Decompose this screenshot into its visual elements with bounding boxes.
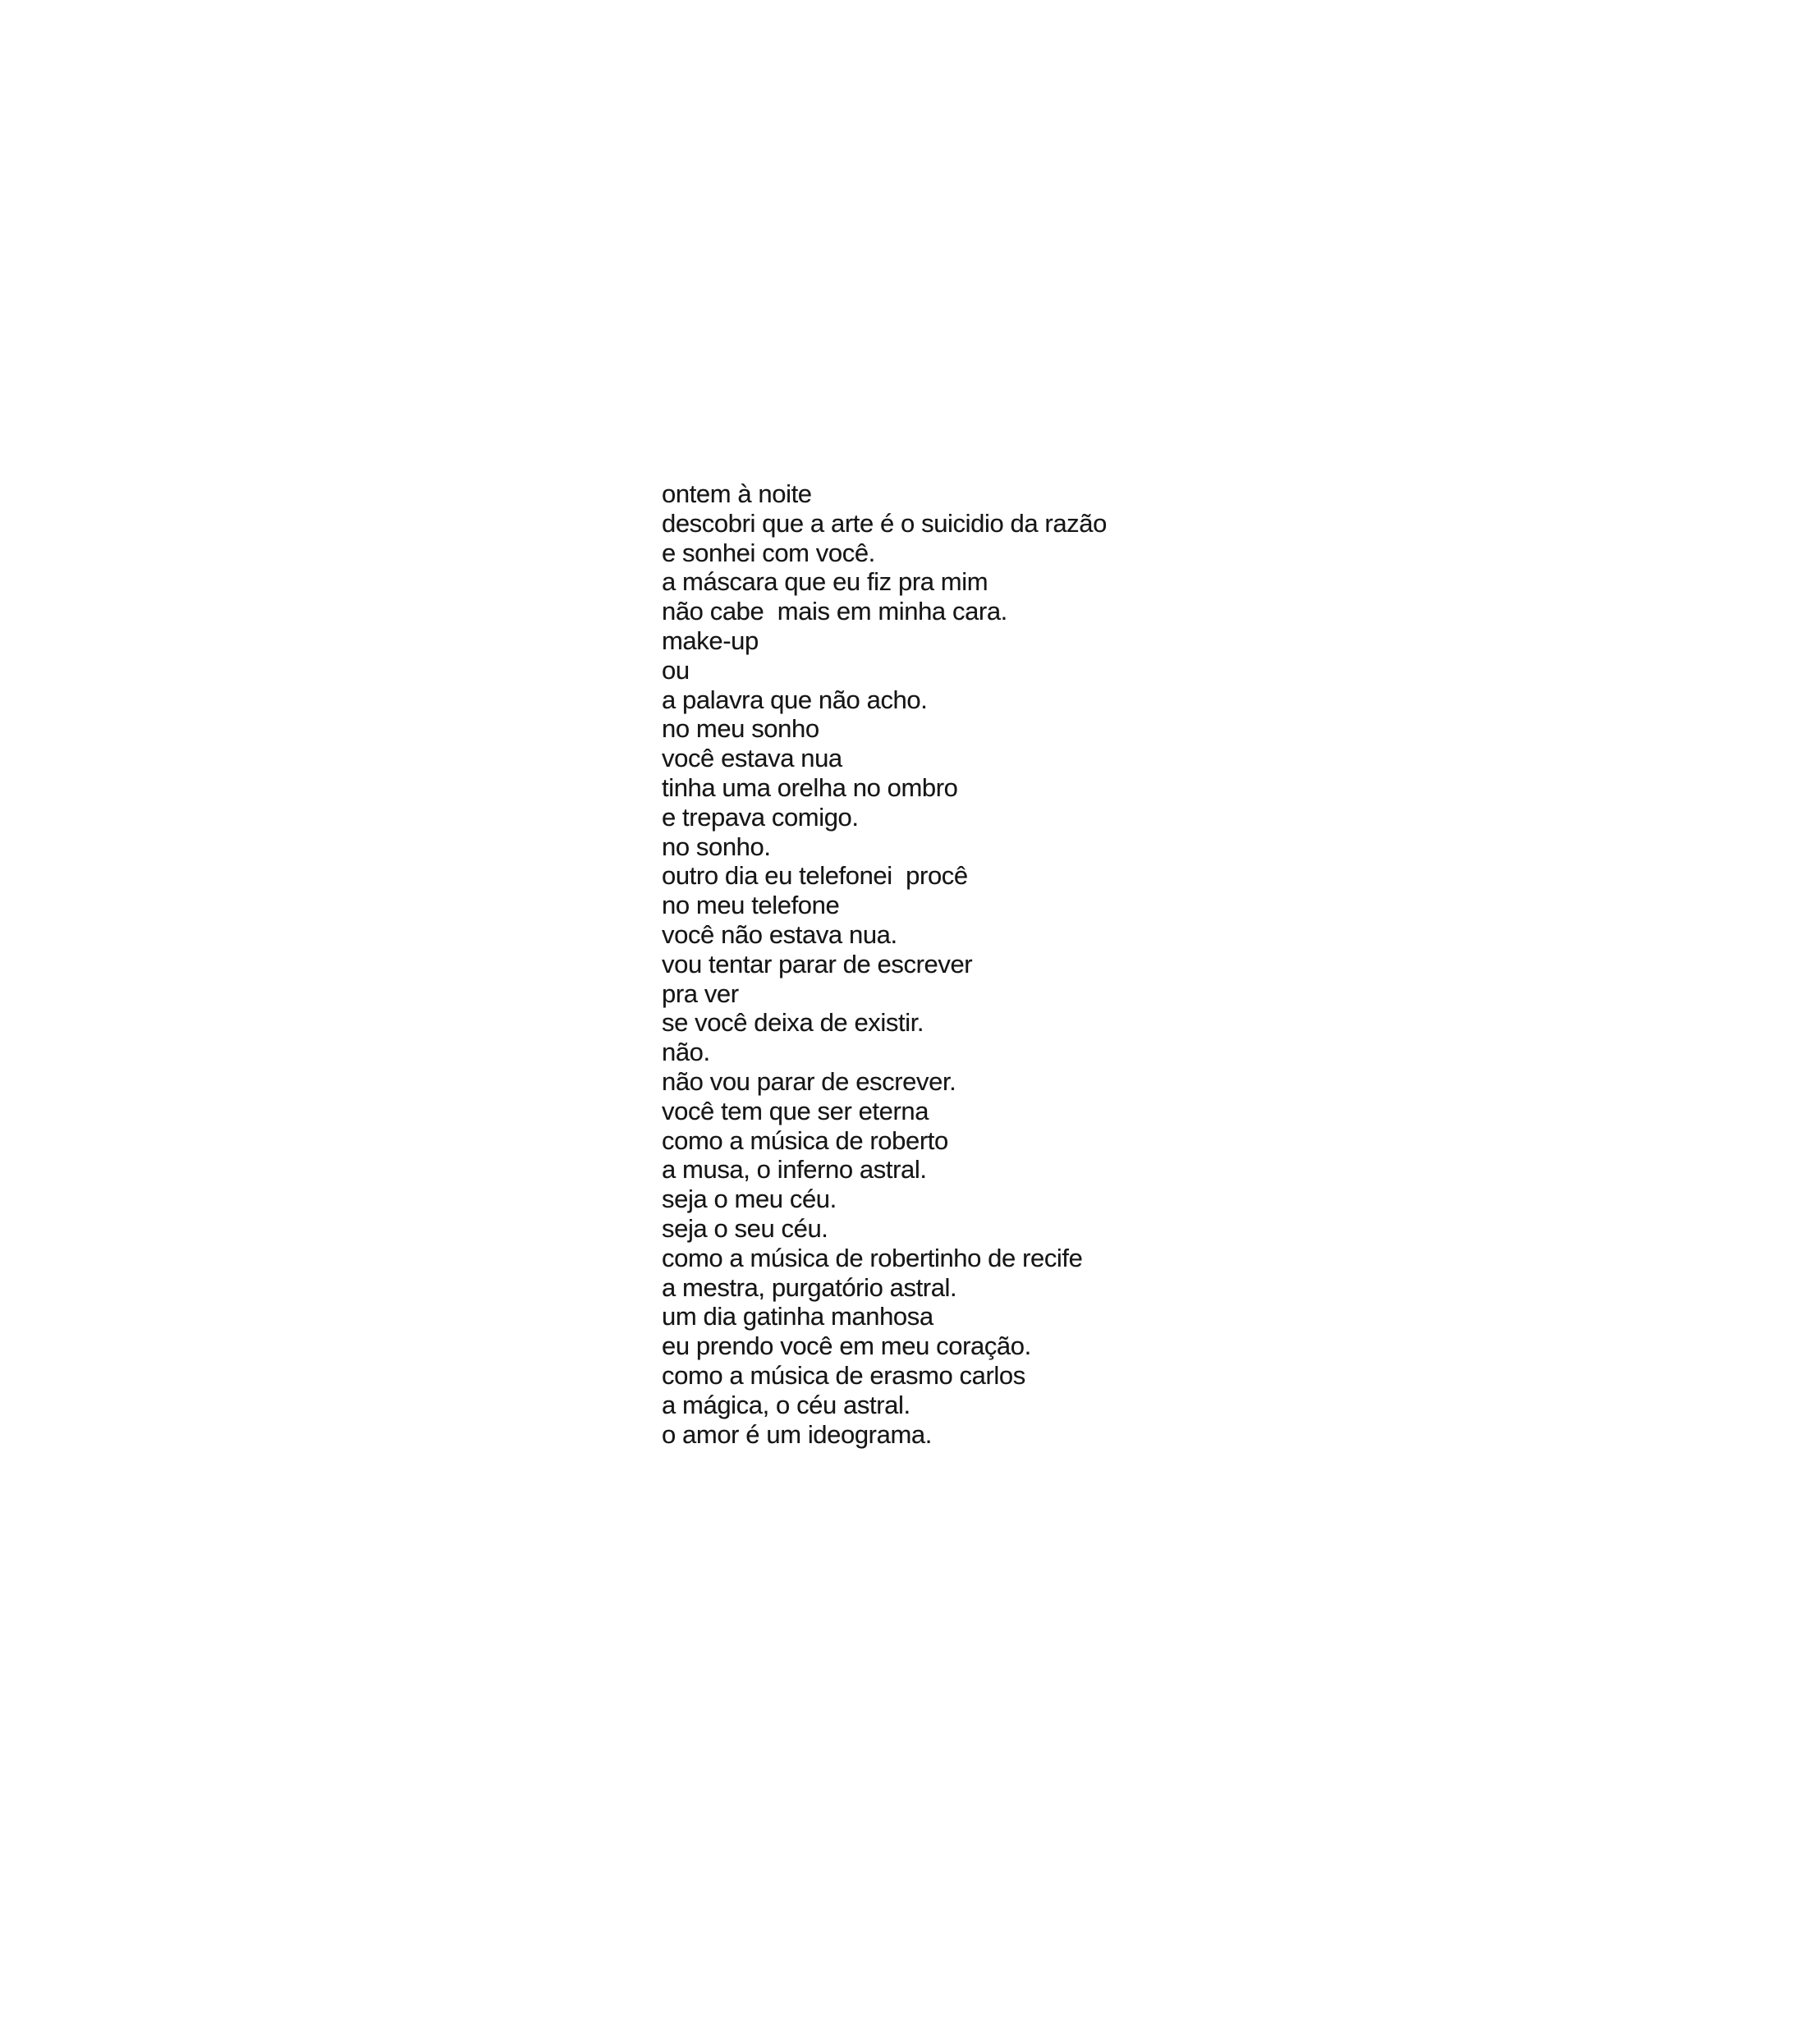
poem-line: a palavra que não acho. bbox=[662, 685, 928, 714]
poem-line: a mestra, purgatório astral. bbox=[662, 1272, 957, 1302]
poem-line: você tem que ser eterna bbox=[662, 1096, 929, 1125]
poem-line: a mágica, o céu astral. bbox=[662, 1390, 910, 1419]
poem-line: seja o meu céu. bbox=[662, 1185, 837, 1214]
poem-line: a musa, o inferno astral. bbox=[662, 1155, 927, 1185]
poem-line: não. bbox=[662, 1038, 710, 1067]
poem-line: a máscara que eu fiz pra mim bbox=[662, 567, 988, 597]
poem-text-block bbox=[662, 479, 1107, 1449]
poem-line: no meu sonho bbox=[662, 714, 819, 744]
poem-line: outro dia eu telefonei procê bbox=[662, 861, 968, 891]
poem-line: um dia gatinha manhosa bbox=[662, 1302, 933, 1331]
poem-line: como a música de robertinho de recife bbox=[662, 1243, 1083, 1272]
poem-line: se você deixa de existir. bbox=[662, 1008, 924, 1038]
poem-line: como a música de roberto bbox=[662, 1125, 948, 1155]
poem-line: vou tentar parar de escrever bbox=[662, 949, 973, 978]
poem-line: tinha uma orelha no ombro bbox=[662, 772, 958, 802]
poem-line: seja o seu céu. bbox=[662, 1213, 828, 1243]
poem-line: ontem à noite bbox=[662, 479, 812, 508]
poem-line: como a música de erasmo carlos bbox=[662, 1360, 1025, 1390]
poem-line: no meu telefone bbox=[662, 891, 840, 920]
poem-line: não vou parar de escrever. bbox=[662, 1066, 956, 1096]
poem-line: no sonho. bbox=[662, 832, 771, 861]
poem-line: não cabe mais em minha cara. bbox=[662, 597, 1007, 626]
poem-line: descobri que a arte é o suicidio da razão bbox=[662, 508, 1107, 538]
poem-line: pra ver bbox=[662, 978, 739, 1008]
poem-line: o amor é um ideograma. bbox=[662, 1419, 932, 1449]
poem-line: você não estava nua. bbox=[662, 919, 897, 949]
poem-line: e sonhei com você. bbox=[662, 538, 875, 567]
poem-line: e trepava comigo. bbox=[662, 802, 859, 832]
poem-line: você estava nua bbox=[662, 744, 842, 773]
poem-line: make-up bbox=[662, 626, 759, 655]
poem-line: ou bbox=[662, 655, 690, 685]
poem-line: eu prendo você em meu coração. bbox=[662, 1331, 1031, 1361]
